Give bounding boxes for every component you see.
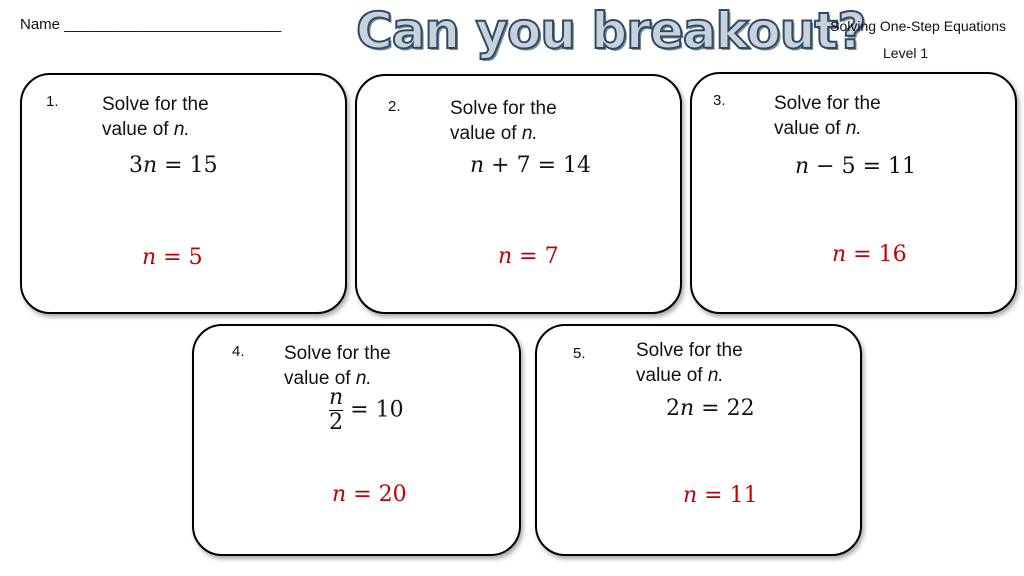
answer: 𝑛 = 5: [142, 245, 203, 270]
problem-number: 1.: [46, 93, 59, 110]
problem-number: 4.: [232, 343, 245, 360]
fraction: [329, 386, 343, 435]
worksheet-topic: Solving One-Step Equations: [830, 18, 1006, 34]
equation: [329, 386, 404, 435]
equation: 𝑛 − 5 = 11: [795, 154, 916, 179]
problem-number: 3.: [713, 92, 726, 109]
answer: 𝑛 = 16: [832, 242, 907, 267]
fraction-denominator: 2: [329, 410, 344, 435]
equation: 𝑛 + 7 = 14: [470, 153, 591, 178]
problem-prompt: Solve for the value of n.: [450, 98, 557, 144]
problem-card-1: [20, 73, 347, 314]
problem-number: 5.: [573, 345, 586, 362]
equation: 3𝑛 = 15: [129, 153, 218, 178]
answer: 𝑛 = 7: [498, 244, 559, 269]
equation-rhs: = 10: [350, 397, 404, 423]
problem-card-5: [535, 324, 862, 556]
answer: 𝑛 = 20: [332, 482, 407, 507]
answer: 𝑛 = 11: [683, 483, 758, 508]
problem-prompt: Solve for the value of n.: [102, 94, 209, 140]
problem-prompt: Solve for the value of n.: [636, 340, 743, 386]
problem-number: 2.: [388, 98, 401, 115]
worksheet-level: Level 1: [883, 45, 929, 61]
problem-card-4: [192, 324, 521, 556]
problem-prompt: Solve for the value of n.: [774, 93, 881, 139]
page-title: Can you breakout?: [356, 2, 866, 60]
problem-card-3: [690, 72, 1017, 314]
name-field-label: Name __________________________: [20, 16, 282, 33]
fraction-numerator: 𝑛: [329, 385, 344, 410]
equation: 2𝑛 = 22: [666, 396, 755, 421]
problem-card-2: [355, 74, 682, 314]
problem-prompt: Solve for the value of n.: [284, 343, 391, 389]
